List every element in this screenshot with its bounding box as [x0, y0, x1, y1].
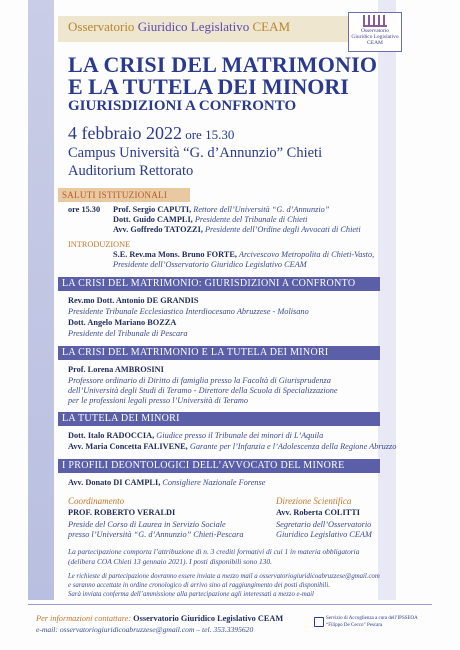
saluto-2: Dott. Guido CAMPLI, Presidente del Tribunale di Chieti [113, 215, 308, 224]
title-line1: LA CRISI DEL MATRIMONIO [68, 52, 378, 77]
columns-icon [363, 15, 387, 27]
coord-name: PROF. ROBERTO VERALDI [68, 508, 176, 517]
intro-role: Presidente dell’Osservatorio Giuridico Legislativo CEAM [113, 260, 307, 269]
section2-heading: LA CRISI DEL MATRIMONIO E LA TUTELA DEI MINORI [58, 346, 380, 360]
footer-contact: e-mail: osservatoriogiuridicoabruzzese@gmail.com – tel. 353.3395620 [36, 625, 254, 634]
footer-service2: “Filippo De Cecco” Pescara [326, 623, 383, 628]
intro-heading: INTRODUZIONE [68, 240, 131, 249]
sec3-speaker2: Avv. Maria Concetta FALIVENE, Garante per l’Infanzia e l’Adolescenza della Regione Abruzzo [68, 442, 397, 451]
sec1-role1: Presidente Tribunale Ecclesiastico Interdiocesano Abruzzese - Molisano [68, 307, 309, 316]
sec1-role2: Presidente del Tribunale di Pescara [68, 329, 188, 338]
direz-heading: Direzione Scientifica [276, 496, 352, 506]
sec2-role-line2: dell’Università degli Studi di Teramo - Direttore della Scuola di Specializzazione [68, 386, 338, 395]
request-line1: Le richieste di partecipazione dovranno essere inviate a mezzo mail a osservatoriogiuridicoabruzzese@gmail.com [68, 573, 380, 580]
credits-line2: (delibera COA Chieti 13 gennaio 2021). I posti disponibili sono 130. [68, 557, 272, 566]
request-line2: e saranno accettate in ordine cronologico di arrivo sino al raggiungimento dei posti disponibili. [68, 582, 330, 589]
sec1-speaker1: Rev.mo Dott. Antonio DE GRANDIS [68, 296, 199, 305]
saluti-time: ore 15.30 [68, 205, 101, 214]
intro-speaker: S.E. Rev.ma Mons. Bruno FORTE, Arcivescovo Metropolita di Chieti-Vasto, [113, 250, 375, 259]
footer-service1: Servizio di Accoglienza a cura dell’IPSSEOA [326, 616, 418, 621]
sec2-role-line1: Professore ordinario di Diritto di famiglia presso la Facoltà di Giurisprudenza [68, 376, 331, 385]
direz-role2: Giuridico Legislativo CEAM [276, 530, 372, 539]
coord-role2: presso l’Università “G. d’Annunzio” Chieti-Pescara [68, 530, 244, 539]
sec2-speaker1: Prof. Lorena AMBROSINI [68, 365, 164, 374]
event-room: Auditorium Rettorato [68, 163, 194, 179]
sec1-speaker2: Dott. Angelo Mariano BOZZA [68, 318, 177, 327]
right-decor-bar [378, 0, 396, 600]
saluti-heading: SALUTI ISTITUZIONALI [58, 188, 190, 202]
footer-divider [28, 604, 432, 605]
credits-line1: La partecipazione comporta l’attribuzione di n. 3 crediti formativi di cui 1 in materia obbligatoria [68, 547, 360, 556]
footer-info: Per informazioni contattare: Osservatorio Giuridico Legislativo CEAM [36, 614, 284, 623]
sec2-role-line3: per le professioni legali presso l’Università di Teramo [68, 396, 248, 405]
direz-role1: Segretario dell’Osservatorio [276, 520, 372, 529]
coord-heading: Coordinamento [68, 496, 125, 506]
direz-name: Avv. Roberta COLITTI [276, 508, 360, 517]
ipsseoa-logo-icon [314, 617, 324, 627]
event-place: Campus Università “G. d’Annunzio” Chieti [68, 145, 323, 161]
sec3-speaker1: Dott. Italo RADOCCIA, Giudice presso il Tribunale dei minori di L’Aquila [68, 431, 324, 440]
saluto-3: Avv. Goffredo TATOZZI, Presidente dell’Ordine degli Avvocati di Chieti [113, 225, 361, 234]
event-date: 4 febbraio 2022 ore 15.30 [68, 123, 235, 143]
title-line2: E LA TUTELA DEI MINORI [68, 74, 349, 99]
ceam-logo: Osservatorio Giuridico Legislativo CEAM [348, 12, 402, 52]
coord-role1: Preside del Corso di Laurea in Servizio Sociale [68, 520, 226, 529]
section3-heading: LA TUTELA DEI MINORI [58, 412, 380, 426]
subtitle: GIURISDIZIONI A CONFRONTO [68, 98, 297, 114]
section1-heading: LA CRISI DEL MATRIMONIO: GIURISDIZIONI A CONFRONTO [58, 277, 380, 291]
saluto-1: Prof. Sergio CAPUTI, Rettore dell’Università “G. d’Annunzio” [113, 205, 330, 214]
sec4-speaker1: Avv. Donato DI CAMPLI, Consigliere Nazionale Forense [68, 478, 266, 487]
left-decor-bar [28, 0, 54, 600]
request-line3: Sarà inviata conferma dell’ammissione alla partecipazione agli interessati a mezzo e-mail [68, 591, 314, 598]
org-name: Osservatorio Giuridico Legislativo CEAM [68, 19, 291, 34]
section4-heading: I PROFILI DEONTOLOGICI DELL’AVVOCATO DEL MINORE [58, 459, 380, 473]
